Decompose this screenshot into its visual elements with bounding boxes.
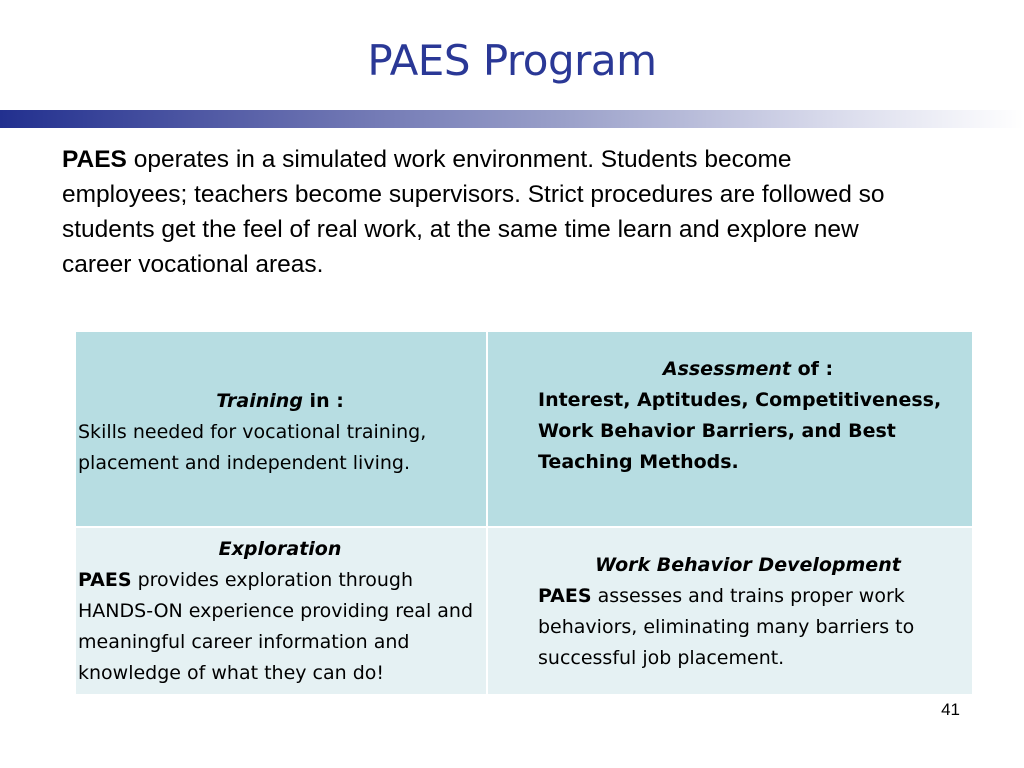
work-behavior-bold-lead: PAES bbox=[538, 585, 592, 607]
exploration-body-wrap bbox=[78, 565, 482, 689]
work-behavior-cell bbox=[488, 528, 972, 694]
intro-bold-lead: PAES bbox=[62, 146, 127, 173]
assessment-body: Interest, Aptitudes, Competitiveness, Work Behavior Barriers, and Best Teaching Methods. bbox=[538, 389, 942, 473]
work-behavior-body-wrap bbox=[538, 581, 958, 674]
intro-text: operates in a simulated work environment. Students become employees; teachers become supervisors. Strict procedures are followed so students get the feel of real work, at the same time learn and explore new career vocational areas. bbox=[62, 146, 885, 278]
exploration-heading: Exploration bbox=[218, 538, 342, 560]
training-cell bbox=[76, 332, 486, 526]
assessment-heading-italic: Assessment bbox=[662, 358, 791, 380]
exploration-content bbox=[78, 534, 482, 689]
work-behavior-heading: Work Behavior Development bbox=[595, 554, 901, 576]
training-heading bbox=[78, 386, 482, 417]
training-body: Skills needed for vocational training, placement and independent living. bbox=[78, 421, 427, 474]
slide-title: PAES Program bbox=[367, 36, 657, 85]
exploration-cell bbox=[76, 528, 486, 694]
page-number: 41 bbox=[941, 700, 960, 719]
training-heading-italic: Training bbox=[216, 390, 303, 412]
work-behavior-content bbox=[538, 550, 958, 674]
info-table bbox=[76, 332, 972, 694]
work-behavior-body: assesses and trains proper work behaviors, eliminating many barriers to successful job placement. bbox=[538, 585, 915, 669]
assessment-heading bbox=[538, 354, 958, 385]
title-gradient-rule bbox=[0, 110, 1024, 128]
assessment-cell bbox=[488, 332, 972, 526]
assessment-heading-rest: of : bbox=[790, 358, 834, 380]
exploration-body: provides exploration through HANDS-ON experience providing real and meaningful career information and knowledge of what they can do! bbox=[78, 569, 474, 684]
exploration-bold-lead: PAES bbox=[78, 569, 132, 591]
training-content bbox=[78, 386, 482, 479]
intro-paragraph bbox=[62, 142, 892, 282]
assessment-content bbox=[538, 354, 958, 478]
training-heading-rest: in : bbox=[302, 390, 344, 412]
